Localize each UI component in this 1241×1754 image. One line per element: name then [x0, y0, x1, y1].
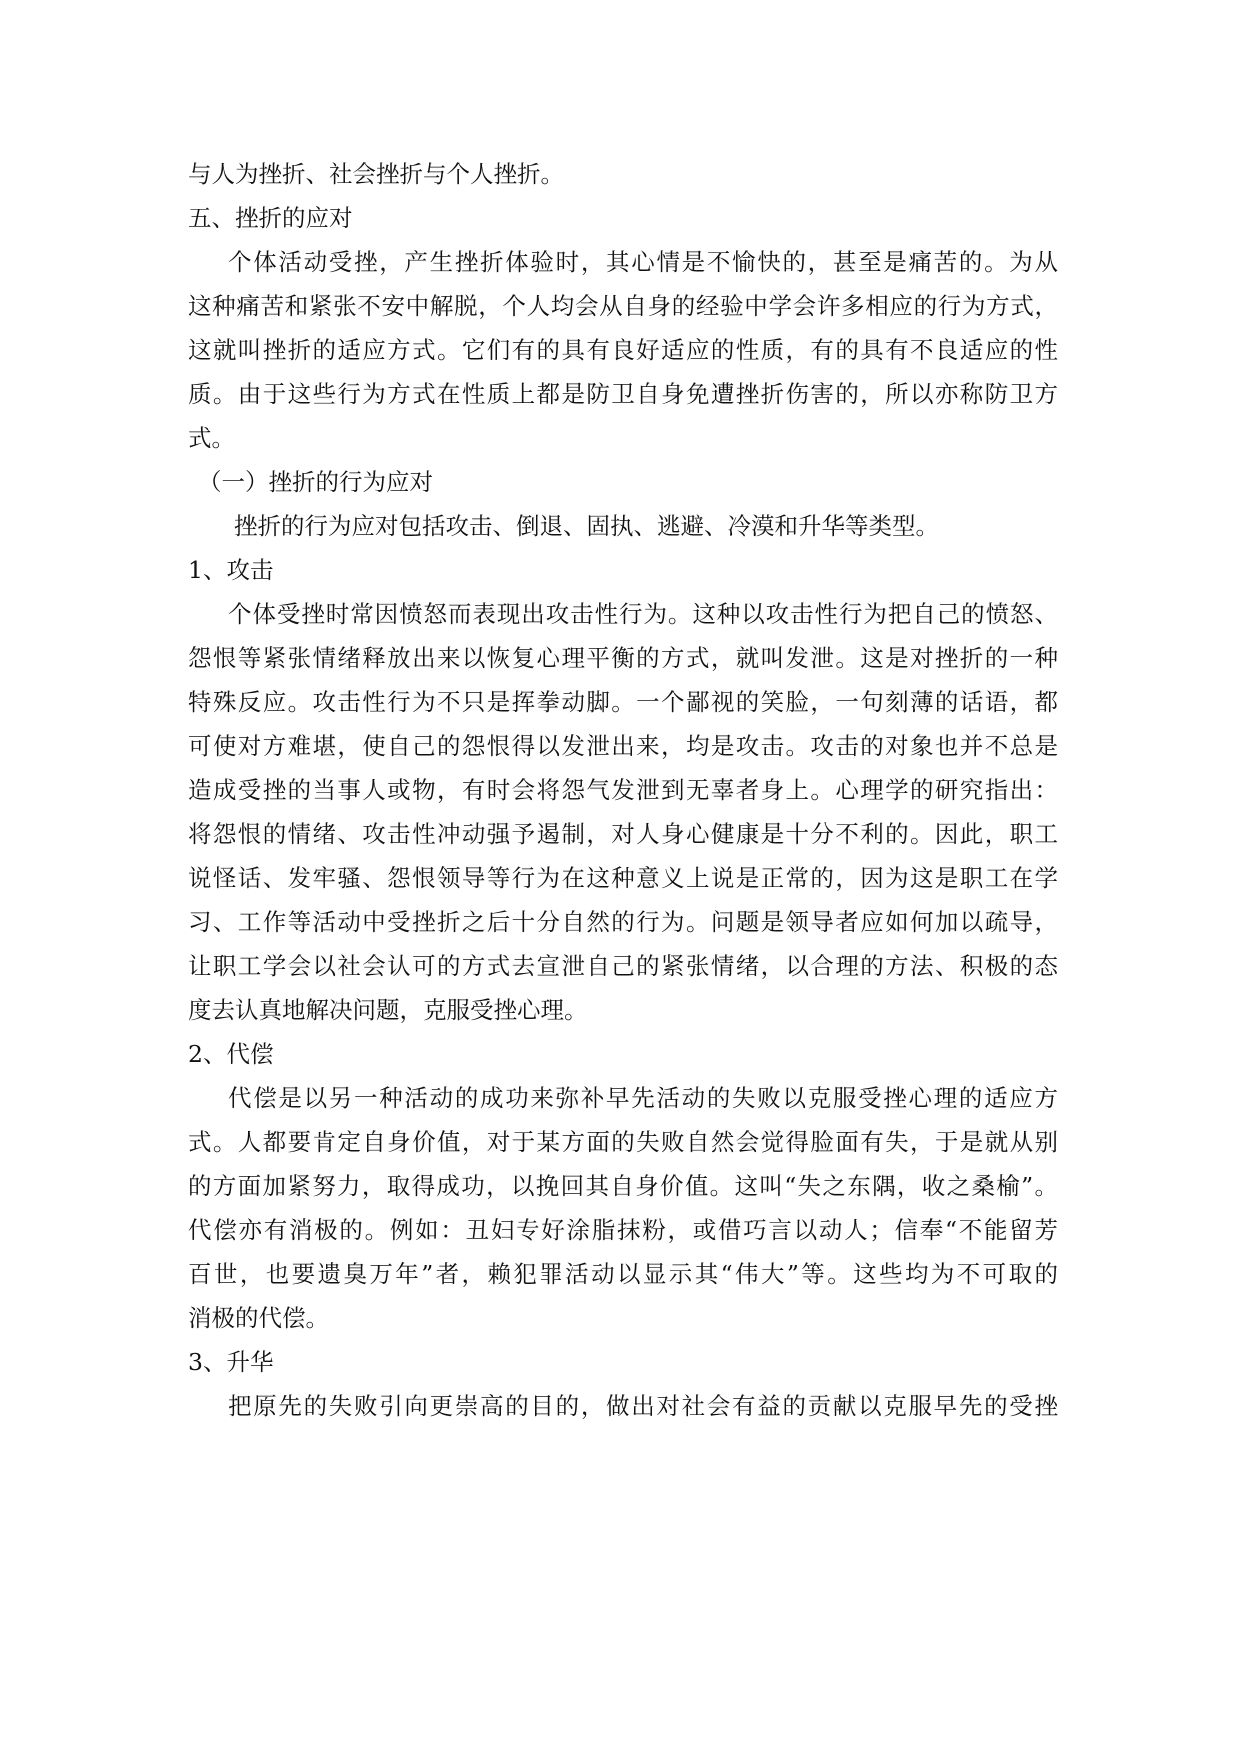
paragraph-line: 挫折的行为应对包括攻击、倒退、固执、逃避、冷漠和升华等类型。 — [234, 512, 939, 540]
paragraph-line: 代偿亦有消极的。例如：丑妇专好涂脂抹粉，或借巧言以动人；信奉“不能留芳 — [188, 1216, 1058, 1244]
paragraph-line: 个体受挫时常因愤怒而表现出攻击性行为。这种以攻击性行为把自己的愤怒、 — [228, 600, 1058, 628]
section-heading: 五、挫折的应对 — [188, 204, 353, 232]
paragraph-line: 式。人都要肯定自身价值，对于某方面的失败自然会觉得脸面有失，于是就从别 — [188, 1128, 1058, 1156]
paragraph-line: 百世，也要遗臭万年”者，赖犯罪活动以显示其“伟大”等。这些均为不可取的 — [188, 1260, 1058, 1288]
paragraph-line: 个体活动受挫，产生挫折体验时，其心情是不愉快的，甚至是痛苦的。为从 — [228, 248, 1058, 276]
paragraph-line: 的方面加紧努力，取得成功，以挽回其自身价值。这叫“失之东隅，收之桑榆”。 — [188, 1172, 1058, 1200]
paragraph-line: 怨恨等紧张情绪释放出来以恢复心理平衡的方式，就叫发泄。这是对挫折的一种 — [188, 644, 1058, 672]
paragraph-line: 度去认真地解决问题，克服受挫心理。 — [188, 996, 588, 1024]
paragraph-line: 把原先的失败引向更崇高的目的，做出对社会有益的贡献以克服早先的受挫 — [228, 1392, 1058, 1420]
item-heading: 3、升华 — [188, 1348, 274, 1376]
text-line: 与人为挫折、社会挫折与个人挫折。 — [188, 160, 564, 188]
item-heading: 1、攻击 — [188, 556, 274, 584]
paragraph-line: 习、工作等活动中受挫折之后十分自然的行为。问题是领导者应如何加以疏导， — [188, 908, 1058, 936]
paragraph-line: 可使对方难堪，使自己的怨恨得以发泄出来，均是攻击。攻击的对象也并不总是 — [188, 732, 1058, 760]
paragraph-line: 让职工学会以社会认可的方式去宣泄自己的紧张情绪，以合理的方法、积极的态 — [188, 952, 1058, 980]
paragraph-line: 这种痛苦和紧张不安中解脱，个人均会从自身的经验中学会许多相应的行为方式， — [188, 292, 1058, 320]
paragraph-line: 式。 — [188, 424, 235, 452]
paragraph-line: 代偿是以另一种活动的成功来弥补早先活动的失败以克服受挫心理的适应方 — [228, 1084, 1058, 1112]
paragraph-line: 说怪话、发牢骚、怨恨领导等行为在这种意义上说是正常的，因为这是职工在学 — [188, 864, 1058, 892]
document-body — [188, 152, 1058, 1428]
paragraph-line: 将怨恨的情绪、攻击性冲动强予遏制，对人身心健康是十分不利的。因此，职工 — [188, 820, 1058, 848]
paragraph-line: 造成受挫的当事人或物，有时会将怨气发泄到无辜者身上。心理学的研究指出： — [188, 776, 1058, 804]
paragraph-line: 这就叫挫折的适应方式。它们有的具有良好适应的性质，有的具有不良适应的性 — [188, 336, 1058, 364]
paragraph-line: 质。由于这些行为方式在性质上都是防卫自身免遭挫折伤害的，所以亦称防卫方 — [188, 380, 1058, 408]
subsection-heading: （一）挫折的行为应对 — [198, 468, 433, 496]
item-heading: 2、代偿 — [188, 1040, 274, 1068]
paragraph-line: 消极的代偿。 — [188, 1304, 329, 1332]
paragraph-line: 特殊反应。攻击性行为不只是挥拳动脚。一个鄙视的笑脸，一句刻薄的话语，都 — [188, 688, 1058, 716]
